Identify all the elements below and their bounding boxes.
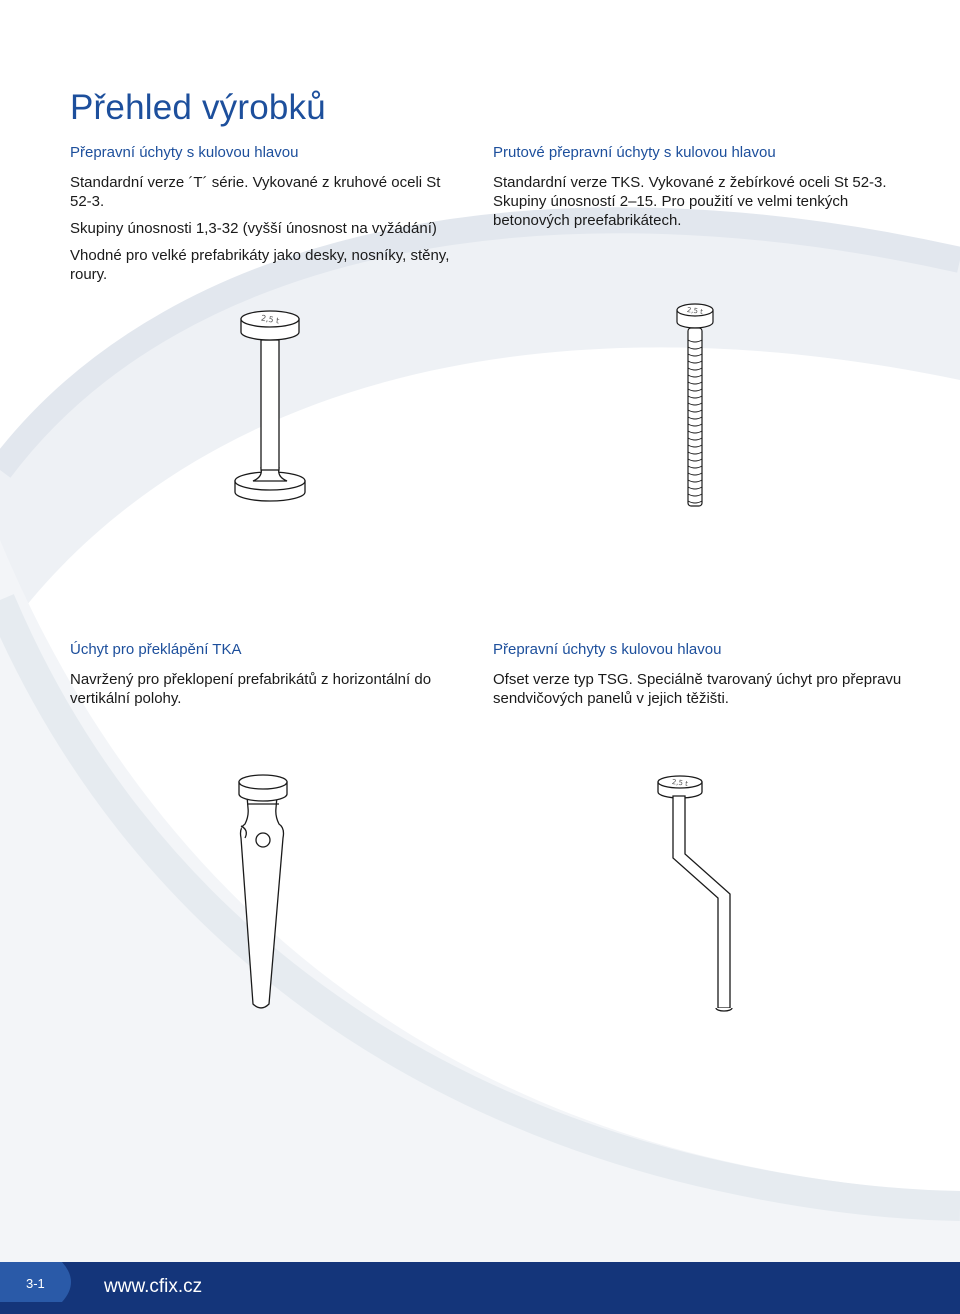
offset-anchor-icon (650, 768, 750, 1028)
product-heading: Přepravní úchyty s kulovou hlavou (493, 641, 722, 658)
ribbed-rod-anchor-icon (665, 292, 725, 512)
product-rod-lifting-anchor (493, 143, 903, 238)
product-description-1: Standardní verze ´T´ série. Vykované z kruhové oceli St 52-3. (70, 174, 441, 210)
product-ball-head-lifting-anchor (70, 143, 460, 292)
website-link[interactable]: www.cfix.cz (104, 1276, 203, 1297)
product-description-1: Navržený pro překlopení prefabrikátů z horizontální do vertikální polohy. (70, 671, 432, 707)
product-description-2: Skupiny únosnosti 1,3-32 (vyšší únosnost na vyžádání) (70, 220, 437, 237)
spherical-head-anchor-icon (225, 300, 315, 520)
product-offset-anchor (493, 640, 913, 716)
tilting-anchor-icon (225, 768, 315, 1018)
product-description-1: Ofset verze typ TSG. Speciálně tvarovaný úchyt pro přepravu sendvičových panelů v jejich těžišti. (493, 671, 902, 707)
svg-text:2,5 t: 2,5 t (686, 305, 704, 317)
page-title: Přehled výrobků (70, 88, 326, 127)
product-heading: Přepravní úchyty s kulovou hlavou (70, 144, 299, 161)
page-number: 3-1 (26, 1276, 45, 1291)
product-heading: Prutové přepravní úchyty s kulovou hlavou (493, 144, 776, 161)
product-tilting-anchor (70, 640, 470, 716)
product-heading: Úchyt pro překlápění TKA (70, 641, 242, 658)
svg-text:2,5 t: 2,5 t (671, 777, 689, 789)
product-description-3: Vhodné pro velké prefabrikáty jako desky, nosníky, stěny, roury. (70, 247, 450, 283)
product-description-1: Standardní verze TKS. Vykované z žebírkové oceli St 52-3. Skupiny únosností 2–15. Pro použití ve velmi tenkých betonových preefabrikátech. (493, 174, 887, 229)
svg-text:2,5 t: 2,5 t (260, 313, 280, 326)
